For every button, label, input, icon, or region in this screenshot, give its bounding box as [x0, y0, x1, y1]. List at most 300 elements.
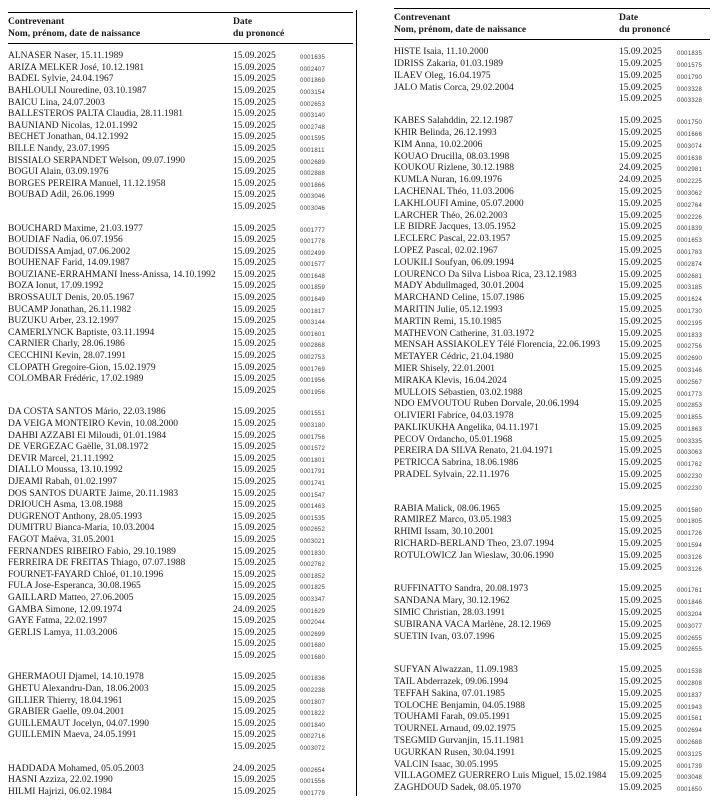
table-row	[8, 328, 353, 340]
pronounce-date: 15.09.2025	[619, 151, 662, 162]
table-row	[394, 643, 710, 655]
offender-name: MIRAKA Klevis, 16.04.2024	[394, 375, 507, 386]
offender-name: HILMI Hajrizi, 06.02.1984	[8, 786, 112, 797]
offender-name: BAHLOULI Nouredine, 03.10.1987	[8, 85, 147, 96]
pronounce-date: 15.09.2025	[233, 85, 276, 96]
reference-number: 0002764	[677, 202, 703, 209]
table-row	[394, 317, 710, 329]
table-row	[394, 677, 710, 689]
reference-number: 0002655	[677, 647, 703, 654]
table-row	[8, 419, 353, 431]
reference-number: 0001726	[677, 531, 703, 538]
table-row	[394, 281, 710, 293]
reference-number: 0002654	[300, 767, 326, 774]
reference-number: 0002226	[677, 214, 703, 221]
reference-number: 0003048	[677, 775, 703, 782]
table-row	[8, 363, 353, 375]
pronounce-date: 15.09.2025	[233, 109, 276, 120]
table-row	[8, 616, 353, 628]
reference-number: 0001762	[677, 462, 703, 469]
pronounce-date: 15.09.2025	[619, 724, 662, 735]
rows-left	[8, 51, 353, 798]
offender-name: PAKLIKUKHA Angelika, 04.11.1971	[394, 422, 539, 433]
pronounce-date: 15.09.2025	[619, 234, 662, 245]
offender-name: SIMIC Christian, 28.03.1991	[394, 608, 506, 619]
table-row	[8, 558, 353, 570]
table-row	[8, 489, 353, 501]
table-row	[8, 121, 353, 133]
reference-number: 0002567	[677, 379, 703, 386]
reference-number: 0003046	[300, 205, 326, 212]
table-row	[394, 736, 710, 748]
offender-name: BUZUKU Arber, 23.12.1997	[8, 316, 119, 327]
offender-name: BOZA Ionut, 17.09.1992	[8, 281, 104, 292]
pronounce-date: 15.09.2025	[619, 281, 662, 292]
table-row	[8, 696, 353, 708]
table-row	[8, 742, 353, 754]
table-row	[394, 258, 710, 270]
reference-number: 0001790	[677, 74, 703, 81]
pronounce-date: 15.09.2025	[233, 453, 276, 464]
offender-name: TSEGMID Gurvanjin, 15.11.1981	[394, 736, 525, 747]
reference-number: 0002195	[677, 320, 703, 327]
pronounce-date: 15.09.2025	[619, 399, 662, 410]
pronounce-date: 15.09.2025	[233, 523, 276, 534]
table-row	[394, 712, 710, 724]
reference-number: 0003125	[677, 751, 703, 758]
entry-group	[394, 665, 710, 795]
table-row	[8, 512, 353, 524]
reference-number: 0003347	[300, 596, 326, 603]
reference-number: 0001825	[300, 585, 326, 592]
reference-number: 0003185	[677, 285, 703, 292]
pronounce-date: 15.09.2025	[619, 58, 662, 69]
offender-name: NDO EMVOUTOU Ruben Dorvale, 20.06.1994	[394, 399, 579, 410]
reference-number: 0002044	[300, 620, 326, 627]
offender-name: DUMITRU Bianca-Maria, 10.03.2004	[8, 523, 155, 534]
offender-name: KUMLA Nuran, 16.09.1976	[394, 175, 502, 186]
offender-name: SUFYAN Alwazzan, 11.09.1983	[394, 665, 518, 676]
reference-number: 0001956	[300, 389, 326, 396]
reference-number: 0002690	[677, 356, 703, 363]
table-row	[8, 628, 353, 640]
offender-name: MIER Shisely, 22.01.2001	[394, 363, 495, 374]
entry-group	[394, 47, 710, 106]
reference-number: 0001943	[677, 704, 703, 711]
pronounce-date: 15.09.2025	[233, 293, 276, 304]
offender-name: ARIZA MELKER José, 10.12.1981	[8, 62, 145, 73]
offender-name: PEREIRA DA SILVA Renato, 21.04.1971	[394, 446, 554, 457]
offender-name: BROSSAULT Denis, 20.05.1967	[8, 293, 135, 304]
offender-name: MATHEVON Catherine, 31.03.1972	[394, 328, 535, 339]
table-row	[394, 504, 710, 516]
reference-number: 0001535	[300, 515, 326, 522]
offender-name: SUBIRANA VACA Marlène, 28.12.1969	[394, 619, 551, 630]
reference-number: 0001561	[677, 716, 703, 723]
reference-number: 0003146	[677, 367, 703, 374]
pronounce-date: 15.09.2025	[619, 562, 662, 573]
offender-name: DE VERGEZAC Gaëlle, 31.08.1972	[8, 442, 149, 453]
pronounce-date: 15.09.2025	[233, 419, 276, 429]
pronounce-date: 15.09.2025	[233, 190, 276, 201]
pronounce-date: 15.09.2025	[233, 465, 276, 476]
pronounce-date: 24.09.2025	[619, 163, 662, 174]
pronounce-date: 15.09.2025	[619, 328, 662, 339]
pronounce-date: 15.09.2025	[619, 198, 662, 209]
offender-name: BUCAMP Jonathan, 26.11.1982	[8, 304, 132, 315]
reference-number: 0001653	[677, 238, 703, 245]
table-row	[8, 190, 353, 202]
pronounce-date: 24.09.2025	[619, 175, 662, 186]
pronounce-date: 15.09.2025	[233, 143, 276, 154]
table-header-left	[8, 12, 353, 44]
header-contrevenant: Contrevenant	[394, 12, 451, 23]
table-row	[394, 760, 710, 772]
reference-number: 0002694	[677, 728, 703, 735]
pronounce-date: 15.09.2025	[233, 246, 276, 257]
table-row	[8, 235, 353, 247]
reference-number: 0001601	[300, 331, 326, 338]
offender-name: GERLIS Lamya, 11.03.2006	[8, 627, 118, 638]
table-row	[394, 187, 710, 199]
table-row	[394, 399, 710, 411]
pronounce-date: 15.09.2025	[233, 362, 276, 373]
offender-name: IDRISS Zakaria, 01.03.1989	[394, 58, 503, 69]
offender-name: MARTIN Remi, 15.10.1985	[394, 316, 502, 327]
table-row	[394, 376, 710, 388]
table-row	[394, 411, 710, 423]
pronounce-date: 15.09.2025	[619, 665, 662, 676]
header-nom-prenom: Nom, prénom, date de naissance	[8, 27, 141, 39]
reference-number: 0002853	[677, 403, 703, 410]
offender-name: ROTULOWICZ Jan Wieslaw, 30.06.1990	[394, 550, 554, 561]
pronounce-date: 24.09.2025	[233, 604, 276, 615]
table-row	[8, 730, 353, 742]
pronounce-date: 15.09.2025	[619, 186, 662, 197]
pronounce-date: 15.09.2025	[233, 269, 276, 280]
offender-name: TOLOCHE Benjamin, 04.05.1988	[394, 700, 525, 711]
reference-number: 0002888	[300, 171, 326, 178]
table-row	[8, 431, 353, 443]
offender-name: KIM Anna, 10.02.2006	[394, 139, 483, 150]
reference-number: 0001840	[300, 722, 326, 729]
pronounce-date: 15.09.2025	[619, 712, 662, 723]
offender-name: GAYE Fatma, 22.02.1997	[8, 616, 108, 627]
pronounce-date: 15.09.2025	[619, 352, 662, 363]
table-row	[8, 651, 353, 663]
offender-name: FERREIRA DE FREITAS Thiago, 07.07.1988	[8, 558, 186, 569]
reference-number: 0003021	[300, 538, 326, 545]
reference-number: 0001837	[677, 692, 703, 699]
header-date: Date	[619, 12, 639, 23]
pronounce-date: 15.09.2025	[619, 503, 662, 514]
offender-name: GHERMAOUI Djamel, 14.10.1978	[8, 672, 144, 683]
offender-name: GAMBA Simone, 12.09.1974	[8, 604, 122, 615]
entry-group	[394, 116, 710, 494]
offender-name: DUGRENOT Anthony, 28.05.1993	[8, 511, 143, 522]
reference-number: 0003074	[677, 143, 703, 150]
offender-name: PECOV Ordancho, 05.01.1968	[394, 434, 513, 445]
table-row	[394, 222, 710, 234]
offender-name: BOGUI Alain, 03.09.1976	[8, 167, 109, 178]
reference-number: 0001956	[300, 378, 326, 385]
pronounce-date: 15.09.2025	[233, 430, 276, 441]
offender-name: METAYER Cédric, 21.04.1980	[394, 352, 514, 363]
pronounce-date: 15.09.2025	[233, 201, 276, 212]
reference-number: 0003154	[300, 89, 326, 96]
reference-number: 0001805	[677, 519, 703, 526]
offender-name: GHETU Alexandru-Dan, 18.06.2003	[8, 684, 149, 695]
table-row	[8, 86, 353, 98]
pronounce-date: 15.09.2025	[233, 730, 276, 741]
offender-name: DOS SANTOS DUARTE Jaime, 20.11.1983	[8, 488, 179, 499]
pronounce-date: 15.09.2025	[233, 223, 276, 234]
pronounce-date: 15.09.2025	[619, 245, 662, 256]
table-row	[8, 305, 353, 317]
offender-name: KABES Salahddin, 22.12.1987	[394, 116, 514, 127]
offender-name: DRIOUCH Asma, 13.08.1988	[8, 500, 123, 511]
pronounce-date: 15.09.2025	[619, 446, 662, 457]
table-row	[394, 59, 710, 71]
offender-name: HISTE Isaia, 11.10.2000	[394, 47, 489, 58]
table-row	[8, 98, 353, 110]
offender-name: LAKHLOUFI Amine, 05.07.2000	[394, 198, 524, 209]
table-row	[8, 156, 353, 168]
table-row	[394, 211, 710, 223]
table-row	[8, 51, 353, 63]
pronounce-date: 15.09.2025	[233, 684, 276, 695]
table-row	[394, 689, 710, 701]
offender-name: LARCHER Théo, 26.02.2003	[394, 210, 508, 221]
table-row	[8, 775, 353, 787]
offender-name: GUILLEMIN Maeva, 24.05.1991	[8, 730, 137, 741]
reference-number: 0003328	[677, 98, 703, 105]
table-row	[394, 515, 710, 527]
table-row	[8, 374, 353, 386]
pronounce-date: 15.09.2025	[233, 62, 276, 73]
pronounce-date: 15.09.2025	[233, 155, 276, 166]
pronounce-date: 15.09.2025	[233, 132, 276, 143]
table-row	[8, 407, 353, 419]
offender-name: CLOPATH Gregoire-Gion, 15.02.1979	[8, 362, 156, 373]
reference-number: 0002238	[300, 688, 326, 695]
pronounce-date: 15.09.2025	[619, 116, 662, 127]
pronounce-date: 15.09.2025	[619, 481, 662, 492]
table-row	[394, 140, 710, 152]
offender-name: LACHENAL Théo, 11.03.2006	[394, 186, 514, 197]
reference-number: 0001556	[300, 779, 326, 786]
reference-number: 0001750	[677, 120, 703, 127]
pronounce-date: 15.09.2025	[619, 539, 662, 550]
pronounce-date: 15.09.2025	[233, 327, 276, 338]
offender-name: FOURNET-FAYARD Chloé, 01.10.1996	[8, 569, 164, 580]
table-row	[8, 224, 353, 236]
pronounce-date: 15.09.2025	[619, 340, 662, 351]
reference-number: 0001783	[677, 249, 703, 256]
pronounce-date: 15.09.2025	[233, 616, 276, 627]
pronounce-date: 15.09.2025	[619, 257, 662, 268]
table-row	[8, 109, 353, 121]
table-row	[394, 783, 710, 795]
table-row	[8, 74, 353, 86]
offender-name: MENSAH ASSIAKOLEY Télé Florencia, 22.06.1993	[394, 340, 601, 351]
pronounce-date: 15.09.2025	[619, 47, 662, 58]
offender-name: RAMIREZ Marco, 03.05.1983	[394, 515, 512, 526]
offender-name: HASNI Azziza, 22.02.1990	[8, 775, 113, 786]
pronounce-date: 15.09.2025	[233, 786, 276, 797]
reference-number: 0001635	[300, 55, 326, 62]
column-divider-rule	[356, 10, 357, 796]
reference-number: 0003072	[300, 746, 326, 753]
pronounce-date: 15.09.2025	[619, 458, 662, 469]
table-row	[394, 563, 710, 575]
table-row	[394, 388, 710, 400]
pronounce-date: 15.09.2025	[233, 385, 276, 396]
reference-number: 0003063	[677, 450, 703, 457]
table-row	[8, 465, 353, 477]
reference-number: 0001778	[300, 239, 326, 246]
reference-number: 0001777	[300, 227, 326, 234]
reference-number: 0003077	[677, 623, 703, 630]
table-row	[8, 523, 353, 535]
pronounce-date: 15.09.2025	[233, 742, 276, 753]
offender-name: LE BIDRE Jacques, 13.05.1952	[394, 222, 516, 233]
offender-name: BISSIALO SERPANDET Welson, 09.07.1990	[8, 155, 185, 166]
pronounce-date: 15.09.2025	[619, 316, 662, 327]
offender-name: FAGOT Maëva, 31.05.2001	[8, 534, 115, 545]
offender-name: DJEAMI Rabah, 01.02.1997	[8, 476, 117, 487]
table-row	[8, 63, 353, 75]
pronounce-date: 15.09.2025	[233, 120, 276, 131]
column-right	[394, 8, 710, 805]
reference-number: 0003126	[677, 566, 703, 573]
reference-number: 0001855	[677, 415, 703, 422]
header-du-prononce: du prononcé	[233, 27, 285, 39]
offender-name: DA COSTA SANTOS Mário, 22.03.1986	[8, 407, 166, 418]
offender-name: BADEL Sylvie, 24.04.1967	[8, 74, 114, 85]
offender-name: PETRICCA Sabrina, 18.06.1986	[394, 458, 519, 469]
offender-name: TAIL Abderrazek, 09.06.1994	[394, 677, 509, 688]
pronounce-date: 15.09.2025	[233, 695, 276, 706]
reference-number: 0001730	[677, 308, 703, 315]
reference-number: 0001595	[300, 136, 326, 143]
table-row	[8, 581, 353, 593]
reference-number: 0001629	[300, 608, 326, 615]
offender-name: FERNANDES RIBEIRO Fabio, 29.10.1989	[8, 546, 176, 557]
pronounce-date: 15.09.2025	[233, 97, 276, 108]
pronounce-date: 15.09.2025	[619, 363, 662, 374]
offender-name: BOUCHARD Maxime, 21.03.1977	[8, 223, 143, 234]
pronounce-date: 15.09.2025	[233, 51, 276, 62]
pronounce-date: 15.09.2025	[233, 775, 276, 786]
header-nom-prenom: Nom, prénom, date de naissance	[394, 23, 527, 35]
table-row	[394, 620, 710, 632]
reference-number: 0001741	[300, 480, 326, 487]
table-row	[394, 527, 710, 539]
pronounce-date: 15.09.2025	[233, 581, 276, 592]
table-row	[394, 305, 710, 317]
pronounce-date: 15.09.2025	[233, 442, 276, 453]
offender-name: BORGES PEREIRA Manuel, 11.12.1958	[8, 178, 166, 189]
pronounce-date: 15.09.2025	[619, 688, 662, 699]
table-row	[8, 293, 353, 305]
reference-number: 0001839	[677, 226, 703, 233]
pronounce-date: 15.09.2025	[233, 592, 276, 603]
pronounce-date: 15.09.2025	[619, 527, 662, 538]
offender-name: JALO Matis Corca, 29.02.2004	[394, 82, 514, 93]
reference-number: 0002688	[677, 740, 703, 747]
offender-name: FULA Jose-Esperanca, 30.08.1965	[8, 581, 141, 592]
table-row	[394, 128, 710, 140]
reference-number: 0001649	[300, 297, 326, 304]
reference-number: 0002653	[300, 101, 326, 108]
offender-name: GRABIER Gaelle, 09.04.2001	[8, 707, 125, 718]
offender-name: MARITIN Julie, 05.12.1993	[394, 304, 503, 315]
reference-number: 0001833	[677, 332, 703, 339]
entry-group	[8, 224, 353, 398]
reference-number: 0001869	[300, 78, 326, 85]
reference-number: 0001830	[300, 550, 326, 557]
offender-name: CAMERLYNCK Baptiste, 03.11.1994	[8, 327, 155, 338]
offender-name: BOUBAD Adil, 26.06.1999	[8, 190, 115, 201]
pronounce-date: 15.09.2025	[233, 339, 276, 350]
pronounce-date: 15.09.2025	[619, 422, 662, 433]
offender-name: DAHBI AZZABI El Miloudi, 01.01.1984	[8, 430, 167, 441]
reference-number: 0002868	[300, 343, 326, 350]
reference-number: 0001572	[300, 446, 326, 453]
reference-number: 0001538	[677, 669, 703, 676]
reference-number: 0002499	[300, 250, 326, 257]
offender-name: BAUNIAND Nicolas, 12.01.1992	[8, 120, 138, 131]
pronounce-date: 15.09.2025	[619, 375, 662, 386]
offender-name: RABIA Malick, 08.06.1965	[394, 503, 500, 514]
reference-number: 0003062	[677, 190, 703, 197]
table-row	[8, 179, 353, 191]
pronounce-date: 15.09.2025	[233, 351, 276, 362]
table-row	[8, 672, 353, 684]
entry-group	[8, 51, 353, 213]
pronounce-date: 15.09.2025	[619, 70, 662, 81]
table-row	[8, 787, 353, 799]
table-row	[394, 446, 710, 458]
offender-name: LOUKILI Soufyan, 06.09.1994	[394, 257, 515, 268]
pronounce-date: 15.09.2025	[619, 139, 662, 150]
pronounce-date: 15.09.2025	[233, 235, 276, 246]
offender-name: KOUAO Drucilla, 08.03.1998	[394, 151, 510, 162]
offender-name: CECCHINI Kevin, 28.07.1991	[8, 351, 126, 362]
table-row	[8, 719, 353, 731]
table-row	[394, 234, 710, 246]
column-left	[8, 12, 353, 808]
entry-group	[8, 407, 353, 662]
offender-name: TOUHAMI Farah, 09.05.1991	[394, 712, 511, 723]
pronounce-date: 15.09.2025	[619, 94, 662, 105]
pronounce-date: 15.09.2025	[619, 434, 662, 445]
offender-name: LECLERC Pascal, 22.03.1957	[394, 234, 511, 245]
header-du-prononce: du prononcé	[619, 23, 671, 35]
pronounce-date: 15.09.2025	[619, 411, 662, 422]
pronounce-date: 15.09.2025	[619, 269, 662, 280]
offender-name: KHIR Belinda, 26.12.1993	[394, 127, 497, 138]
pronounce-date: 15.09.2025	[233, 374, 276, 385]
table-row	[394, 435, 710, 447]
reference-number: 0003144	[300, 320, 326, 327]
reference-number: 0001577	[300, 262, 326, 269]
reference-number: 0001594	[677, 543, 703, 550]
offender-name: OLIVIERI Fabrice, 04.03.1978	[394, 411, 514, 422]
table-row	[394, 632, 710, 644]
pronounce-date: 15.09.2025	[233, 178, 276, 189]
